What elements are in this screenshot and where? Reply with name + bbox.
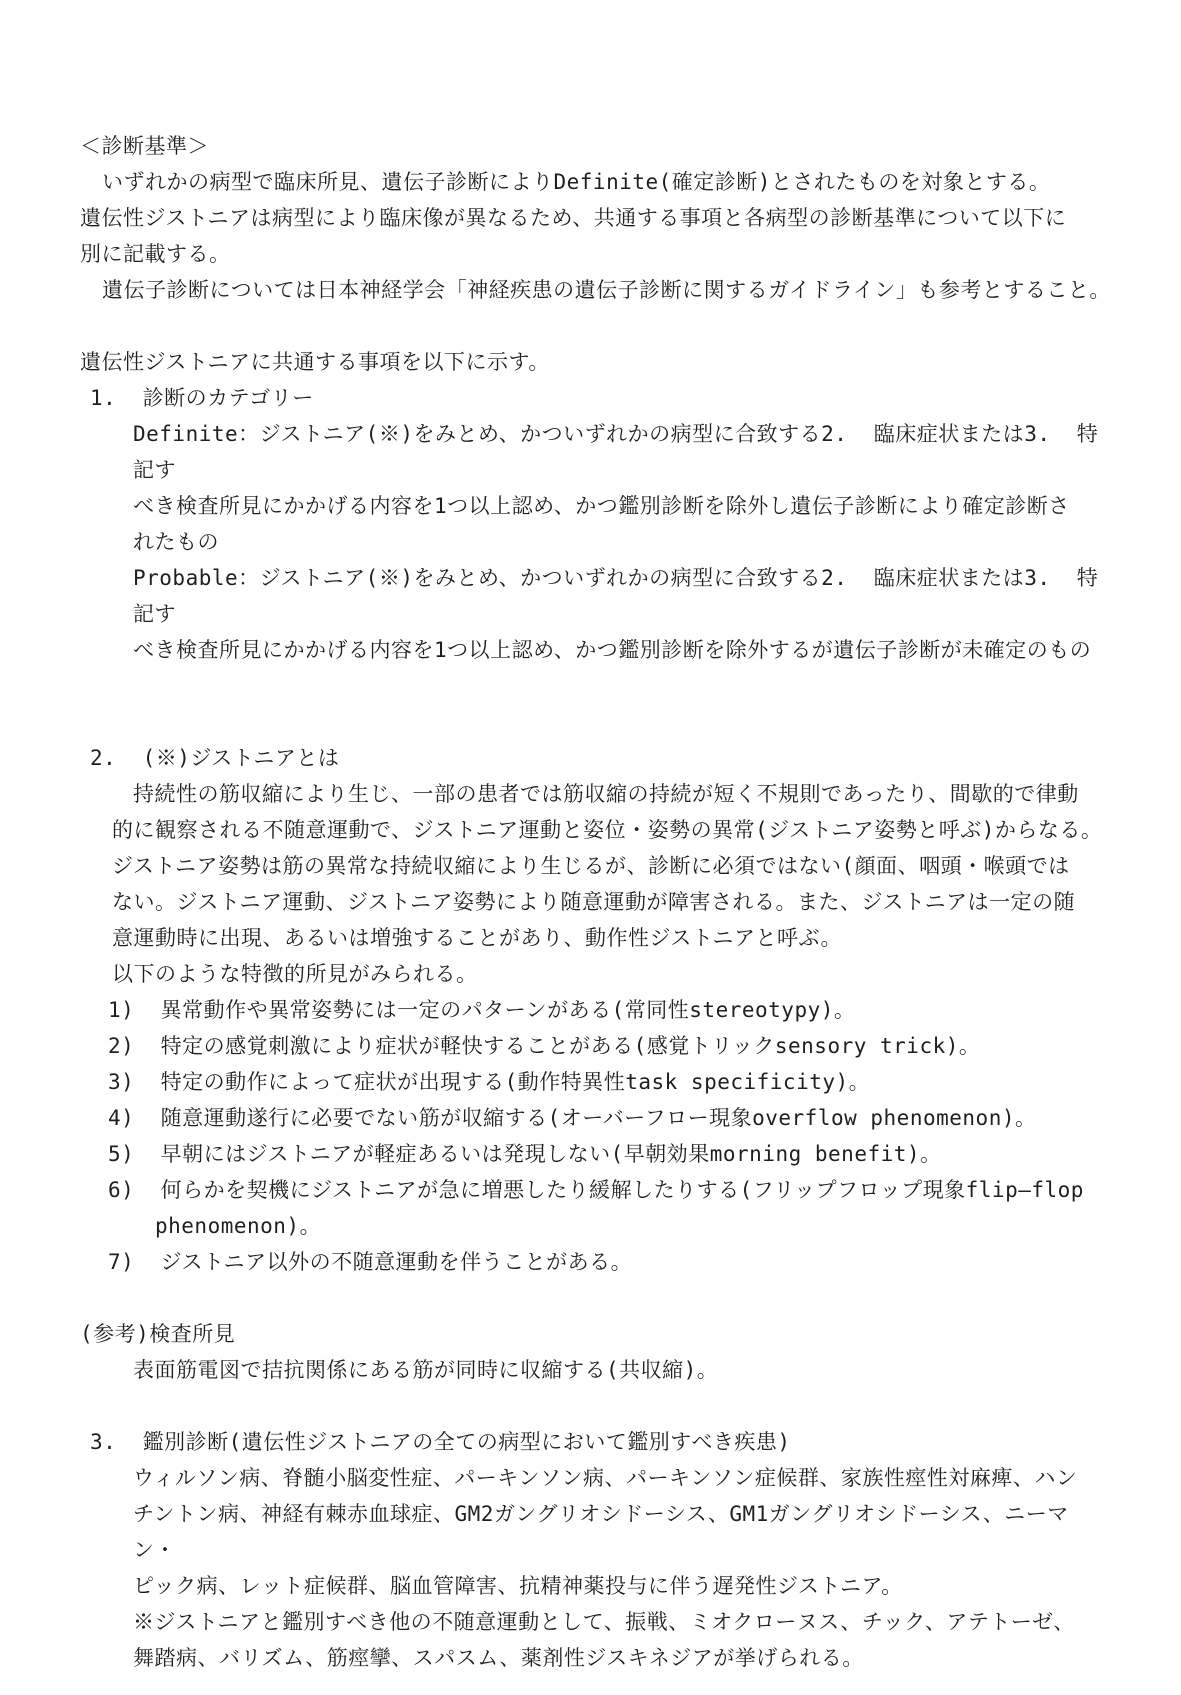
text-line: 以下のような特徴的所見がみられる。	[112, 962, 478, 986]
text-line: 4) 随意運動遂行に必要でない筋が収縮する(オーバーフロー現象overflow phenomenon)。	[108, 1106, 1037, 1130]
text-line: 3. 鑑別診断(遺伝性ジストニアの全ての病型において鑑別すべき疾患)	[90, 1430, 791, 1454]
text-line: Definite：ジストニア(※)をみとめ、かついずれかの病型に合致する2. 臨床症状または3. 特記す	[133, 422, 1099, 482]
text-line: phenomenon)。	[155, 1214, 322, 1238]
text-line: 7) ジストニア以外の不随意運動を伴うことがある。	[108, 1250, 633, 1274]
text-line: 2. (※)ジストニアとは	[90, 746, 340, 770]
text-line: 1. 診断のカテゴリー	[90, 386, 314, 410]
text-line: ピック病、レット症候群、脳血管障害、抗精神薬投与に伴う遅発性ジストニア。	[133, 1574, 903, 1598]
text-line: 6) 何らかを契機にジストニアが急に増悪したり緩解したりする(フリップフロップ現象flip—flop	[108, 1178, 1084, 1202]
text-line: 別に記載する。	[80, 242, 231, 266]
text-line: 持続性の筋収縮により生じ、一部の患者では筋収縮の持続が短く不規則であったり、間歇的で律動	[133, 782, 1079, 806]
text-line: いずれかの病型で臨床所見、遺伝子診断によりDefinite(確定診断)とされたものを対象とする。	[102, 170, 1051, 194]
text-line: べき検査所見にかかげる内容を1つ以上認め、かつ鑑別診断を除外するが遺伝子診断が未確定のもの	[133, 638, 1092, 662]
text-line: 1) 異常動作や異常姿勢には一定のパターンがある(常同性stereotypy)。	[108, 998, 856, 1022]
text-line: ウィルソン病、脊髄小脳変性症、パーキンソン病、パーキンソン症候群、家族性痙性対麻痺、ハン	[133, 1466, 1078, 1490]
blank-line	[80, 704, 1111, 740]
blank-line	[80, 308, 1111, 344]
text-line: ※ジストニアと鑑別すべき他の不随意運動として、振戦、ミオクローヌス、チック、アテトーゼ、	[133, 1610, 1075, 1634]
text-line: 意運動時に出現、あるいは増強することがあり、動作性ジストニアと呼ぶ。	[112, 926, 842, 950]
text-line: 遺伝性ジストニアは病型により臨床像が異なるため、共通する事項と各病型の診断基準について以下に	[80, 206, 1067, 230]
text-line: 舞踏病、バリズム、筋痙攣、スパスム、薬剤性ジスキネジアが挙げられる。	[133, 1646, 864, 1670]
text-line: 3) 特定の動作によって症状が出現する(動作特異性task specificity)。	[108, 1070, 871, 1094]
text-line: (参考)検査所見	[80, 1322, 236, 1346]
text-line: べき検査所見にかかげる内容を1つ以上認め、かつ鑑別診断を除外し遺伝子診断により確定診断さ	[133, 494, 1070, 518]
text-line: ＜診断基準＞	[80, 134, 209, 158]
blank-line	[80, 1280, 1111, 1316]
text-line: ない。ジストニア運動、ジストニア姿勢により随意運動が障害される。また、ジストニアは一定の随	[112, 890, 1076, 914]
text-line: 遺伝子診断については日本神経学会「神経疾患の遺伝子診断に関するガイドライン」も参考とすること。	[102, 278, 1111, 302]
blank-line	[80, 668, 1111, 704]
text-line: れたもの	[133, 530, 219, 554]
text-line: 5) 早朝にはジストニアが軽症あるいは発現しない(早朝効果morning benefit)。	[108, 1142, 942, 1166]
text-line: 2) 特定の感覚刺激により症状が軽快することがある(感覚トリックsensory trick)。	[108, 1034, 981, 1058]
text-line: 的に観察される不随意運動で、ジストニア運動と姿位・姿勢の異常(ジストニア姿勢と呼ぶ)からなる。	[112, 818, 1103, 842]
text-line: チントン病、神経有棘赤血球症、GM2ガングリオシドーシス、GM1ガングリオシドーシス、ニーマン・	[133, 1502, 1069, 1562]
blank-line	[80, 1388, 1111, 1424]
text-line: ジストニア姿勢は筋の異常な持続収縮により生じるが、診断に必須ではない(顔面、咽頭・喉頭では	[112, 854, 1070, 878]
text-line: Probable：ジストニア(※)をみとめ、かついずれかの病型に合致する2. 臨床症状または3. 特記す	[133, 566, 1099, 626]
document-body	[80, 128, 1111, 1676]
text-line: 表面筋電図で拮抗関係にある筋が同時に収縮する(共収縮)。	[133, 1358, 719, 1382]
text-line: 遺伝性ジストニアに共通する事項を以下に示す。	[80, 350, 550, 374]
